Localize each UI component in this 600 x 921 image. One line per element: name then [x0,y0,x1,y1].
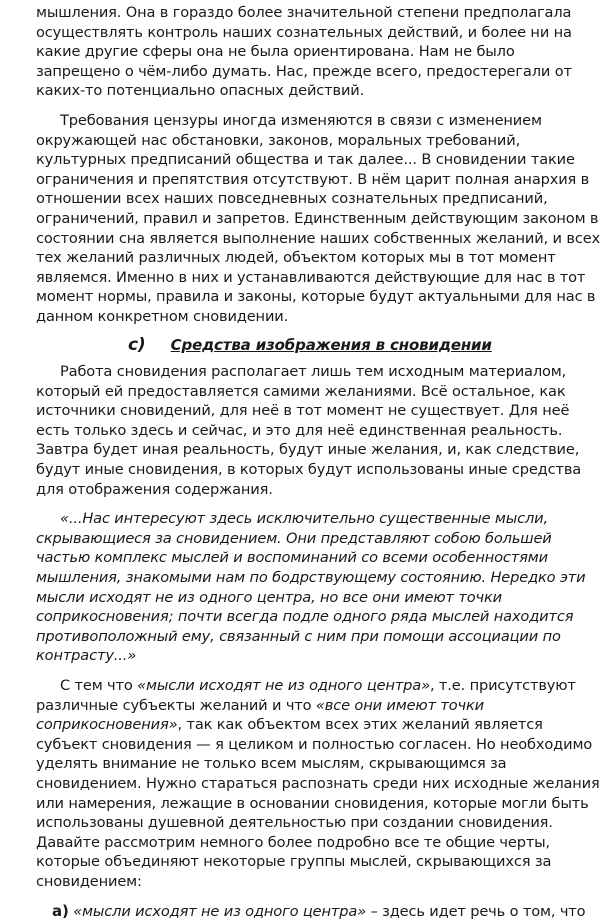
paragraph-censorship-requirements [36,111,600,327]
text-line: ограничения и препятствия отсутствуют. В нём царит полная анархия в [36,170,590,188]
text-line: запрещено о чём-либо думать. Нас, прежде всего, предостерегали от [36,62,572,80]
section-title: Средства изображения в сновидении [170,335,492,354]
text-line: скрывающиеся за сновидением. Они представляют собою большей [36,529,552,547]
text-line: будут иные сновидения, в которых будут использованы иные средства [36,461,582,479]
paragraph-commentary [36,676,600,892]
text-line: мышления, знакомыми нам по бодрствующему состоянию. Нередко эти [36,569,586,587]
text-run: , т.е. присутствуют [429,677,576,694]
emphasis-quote: соприкосновения» [36,716,178,734]
emphasis-quote: «все они имеют точки [315,696,485,714]
text-line: тех желаний различных людей, объектом которых мы в тот момент [36,249,556,267]
text-run: – здесь идет речь о том, что [365,902,586,920]
text-line: культурных предписаний общества и так далее... В сновидении такие [36,151,575,169]
text-line: есть только здесь и сейчас, и это для неё единственная реальность. [36,421,563,439]
paragraph-dream-work [36,362,582,499]
section-heading [36,336,576,356]
text-line: для отображения содержания. [36,480,273,498]
text-line: источники сновидений, для неё в тот момент не существует. Для неё [36,402,570,420]
text-line: отношении всех наших повседневных сознательных предписаний, [36,190,548,208]
text-run: С тем что [60,677,138,694]
list-marker: а) [52,901,69,920]
text-line: соприкосновения; почти всегда подле одного ряда мыслей находится [36,608,574,626]
text-line: сновидением: [36,872,142,890]
text-line: окружающей нас обстановки, законов, моральных требований, [36,131,521,149]
emphasis-quote: «мысли исходят не из одного центра» [73,902,366,920]
text-line: Работа сновидения располагает лишь тем исходным материалом, [60,363,567,381]
text-line: мысли исходят не из одного центра, но все они имеют точки [36,588,502,606]
text-line: противоположный ему, связанный с ним при помощи ассоциации по [36,627,561,645]
text-line: сновидением. Нужно стараться распознать среди них исходные желания [36,774,600,792]
text-line: осуществлять контроль наших сознательных действий, и более ни на [36,23,572,41]
text-line: какие другие сферы она не была ориентирована. Нам не было [36,43,515,61]
text-line: Завтра будет иная реальность, будут иные желания, и, как следствие, [36,441,580,459]
text-line [36,696,576,716]
text-line: частью комплекс мыслей и воспоминаний со всеми особенностями [36,549,548,567]
text-line [36,676,576,696]
text-line: которые объединяют некоторые группы мыслей, скрывающихся за [36,853,552,871]
text-line: состоянии сна является выполнение наших собственных желаний, и всех [36,229,600,247]
text-line [36,715,576,735]
list-item-a [36,901,586,921]
text-line: уделять внимание не только всем мыслям, скрывающимся за [36,755,507,773]
text-run: , так как объектом всех этих желаний является [177,716,543,734]
block-quote [36,509,586,666]
text-line: мышления. Она в гораздо более значительной степени предполагала [36,4,572,21]
text-line: «...Нас интересуют здесь исключительно существенные мысли, [60,510,549,528]
text-line: контрасту...» [36,647,137,665]
paragraph-censorship-end [36,3,576,101]
text-line: момент нормы, правила и законы, которые будут актуальными для нас в [36,288,596,306]
text-line: использованы душевной деятельностью при создании сновидения. [36,814,553,832]
text-line: являемся. Именно в них и устанавливаются действующие для нас в тот [36,268,586,286]
emphasis-quote: «мысли исходят не из одного центра» [137,677,430,694]
text-line: каких-то потенциально опасных действий. [36,82,365,100]
text-run: различные субъекты желаний и что [36,696,316,714]
text-line: субъект сновидения — я целиком и полностью согласен. Но необходимо [36,735,593,753]
text-line: ограничений, правил и запретов. Единственным действующим законом в [36,209,599,227]
text-line: Требования цензуры иногда изменяются в связи с изменением [60,111,542,129]
text-line: или намерения, лежащие в основании сновидения, которые могли быть [36,794,589,812]
section-letter: с) [128,334,146,355]
text-line: Давайте рассмотрим немного более подробно все те общие черты, [36,833,551,851]
text-line: который ей предоставляется самими желаниями. Всё остальное, как [36,382,566,400]
text-line: данном конкретном сновидении. [36,307,289,325]
